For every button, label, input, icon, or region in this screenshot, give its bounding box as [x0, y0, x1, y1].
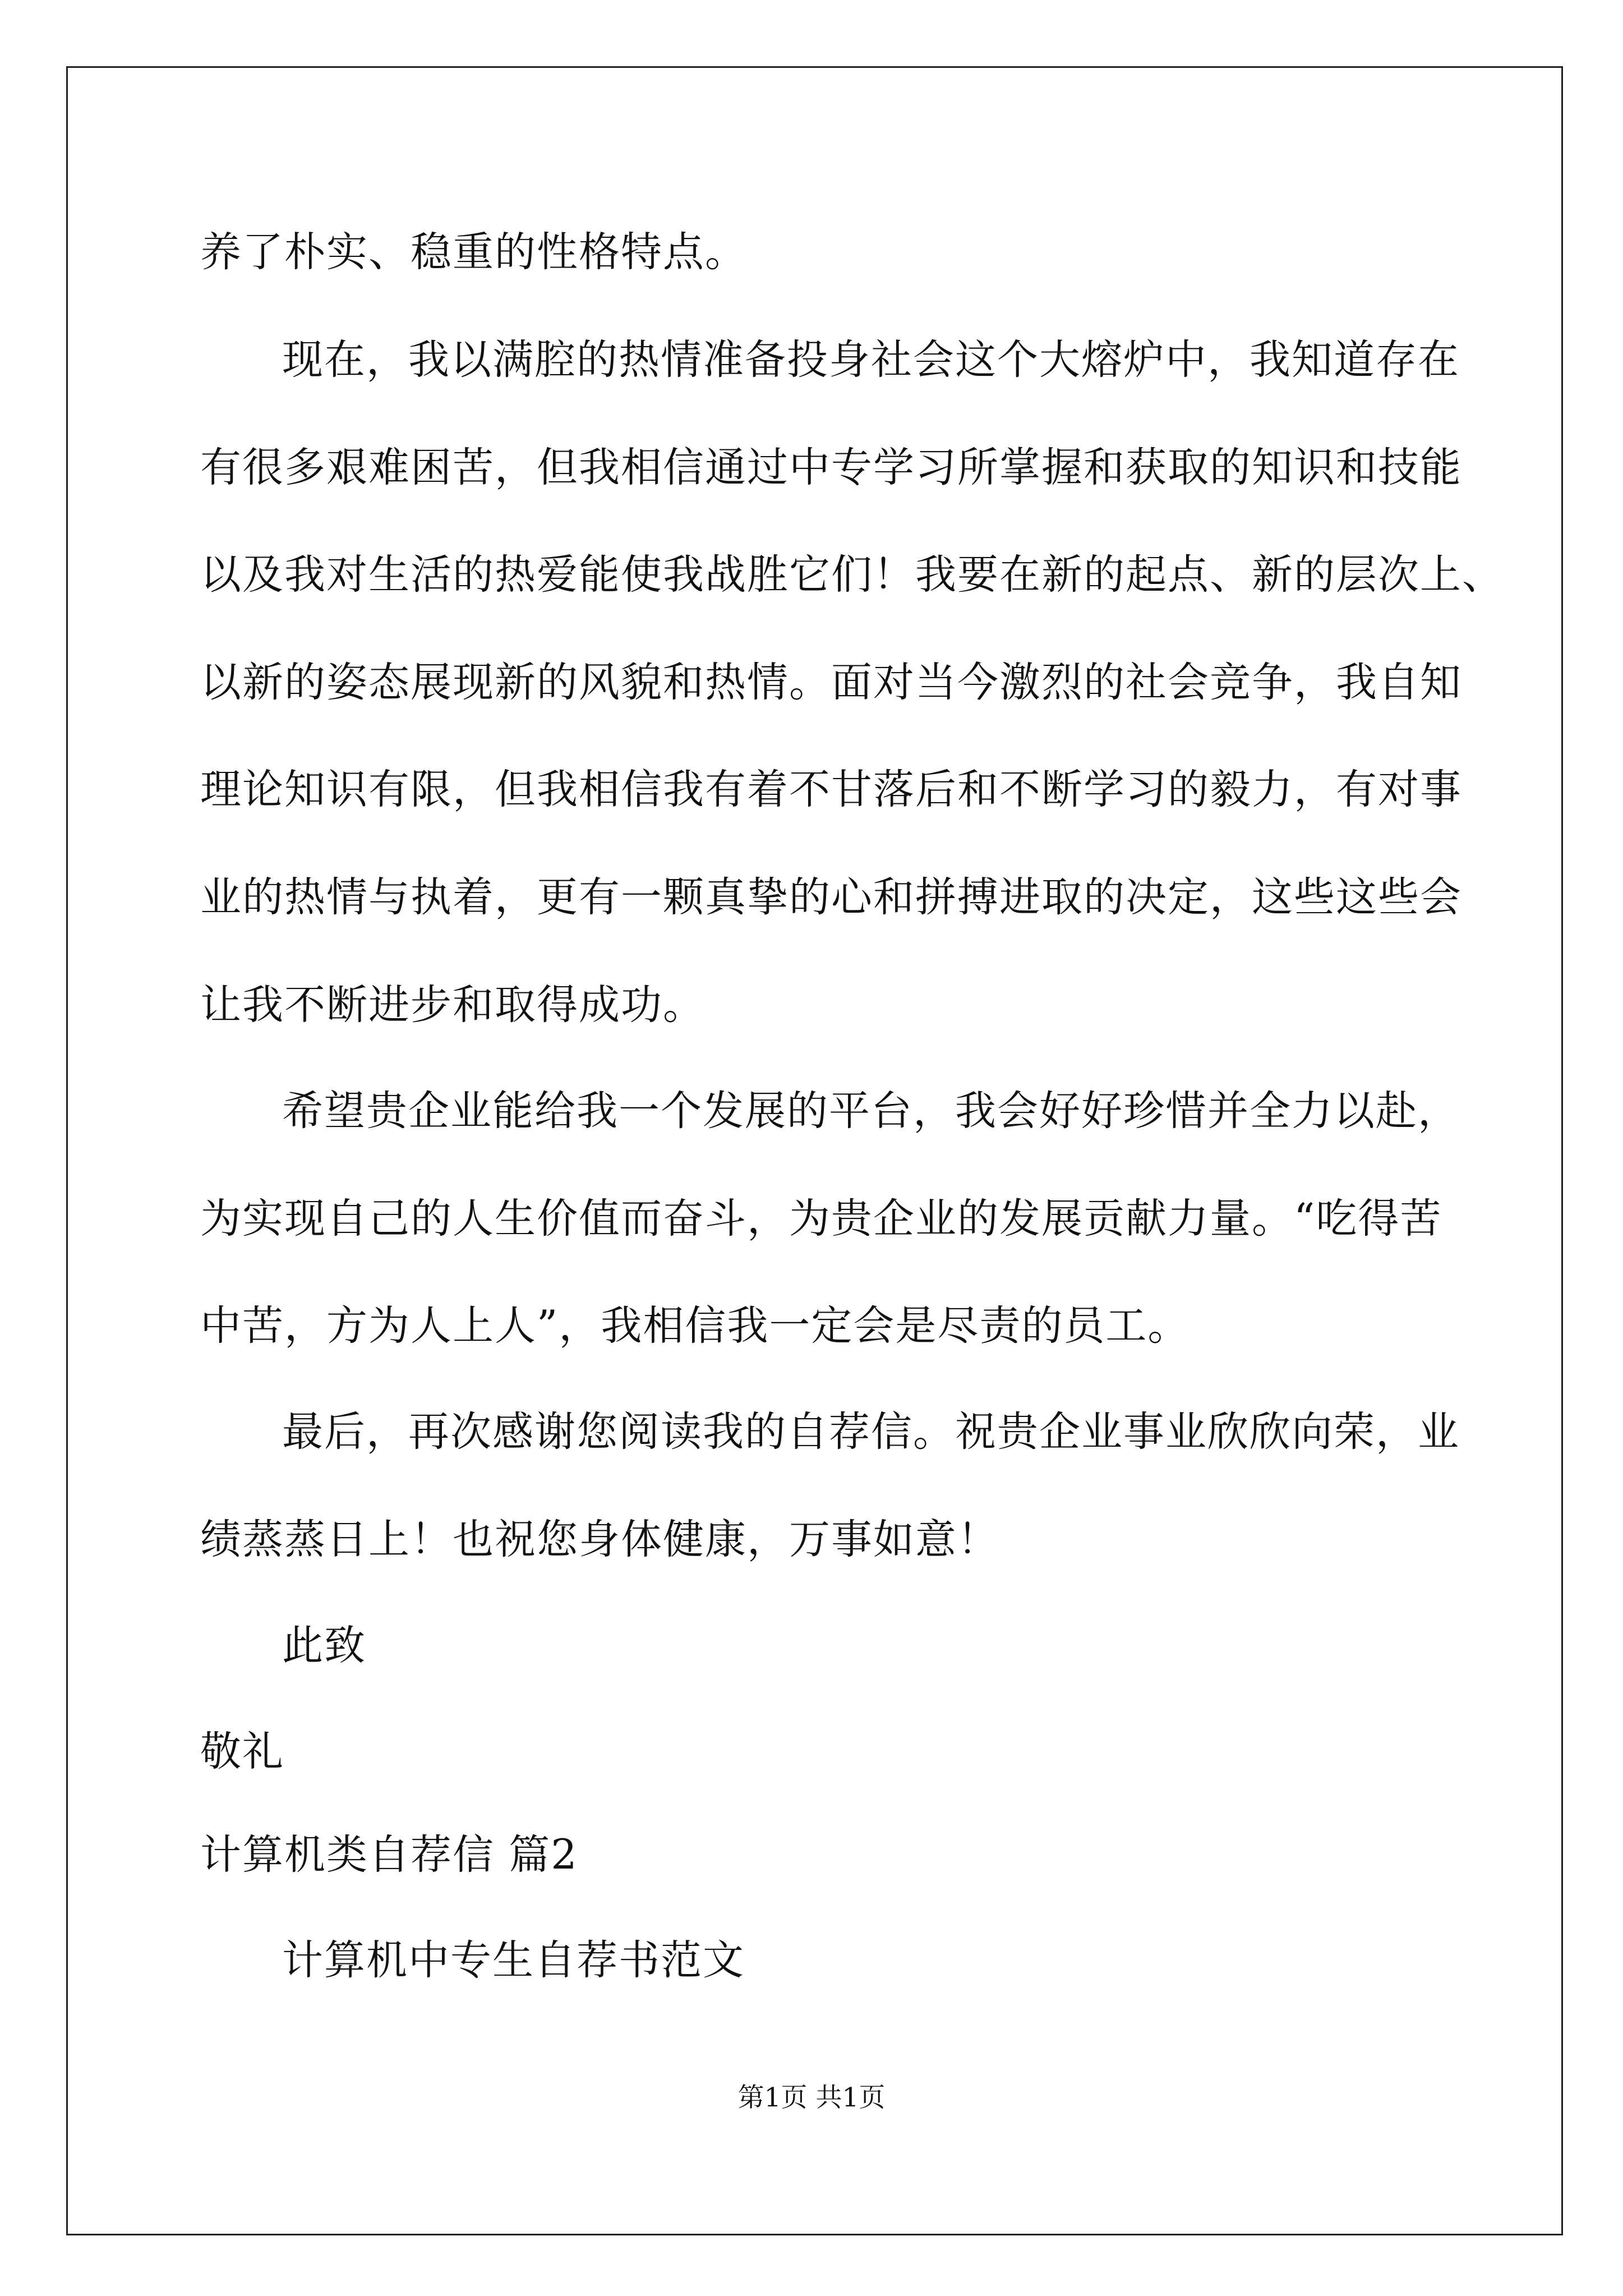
text-line: 让我不断进步和取得成功。 — [200, 981, 705, 1029]
text-line: 现在，我以满腔的热情准备投身社会这个大熔炉中，我知道存在 — [282, 336, 1460, 384]
text-line: 业的热情与执着，更有一颗真挚的心和拼搏进取的决定，这些这些会 — [200, 873, 1462, 921]
text-line: 以及我对生活的热爱能使我战胜它们！我要在新的起点、新的层次上、 — [200, 551, 1504, 599]
text-line: 养了朴实、稳重的性格特点。 — [200, 228, 747, 276]
section-subheading: 计算机中专生自荐书范文 — [282, 1936, 745, 1984]
text-line: 绩蒸蒸日上！也祝您身体健康，万事如意！ — [200, 1516, 999, 1563]
page-border — [66, 66, 1563, 2235]
text-line: 以新的姿态展现新的风貌和热情。面对当今激烈的社会竞争，我自知 — [200, 659, 1462, 706]
section-heading: 计算机类自荐信 篇2 — [200, 1831, 578, 1879]
text-line: 敬礼 — [200, 1728, 284, 1775]
text-line: 理论知识有限，但我相信我有着不甘落后和不断学习的毅力，有对事 — [200, 766, 1462, 813]
text-line: 最后，再次感谢您阅读我的自荐信。祝贵企业事业欣欣向荣，业 — [282, 1408, 1460, 1456]
page-number-footer: 第1页 共1页 — [737, 2082, 886, 2113]
text-line: 中苦，方为人上人”，我相信我一定会是尽责的员工。 — [200, 1302, 1190, 1350]
text-line: 有很多艰难困苦，但我相信通过中专学习所掌握和获取的知识和技能 — [200, 444, 1462, 491]
text-line: 此致 — [282, 1622, 366, 1669]
text-line: 为实现自己的人生价值而奋斗，为贵企业的发展贡献力量。“吃得苦 — [200, 1195, 1442, 1243]
text-line: 希望贵企业能给我一个发展的平台，我会好好珍惜并全力以赴， — [282, 1087, 1460, 1135]
